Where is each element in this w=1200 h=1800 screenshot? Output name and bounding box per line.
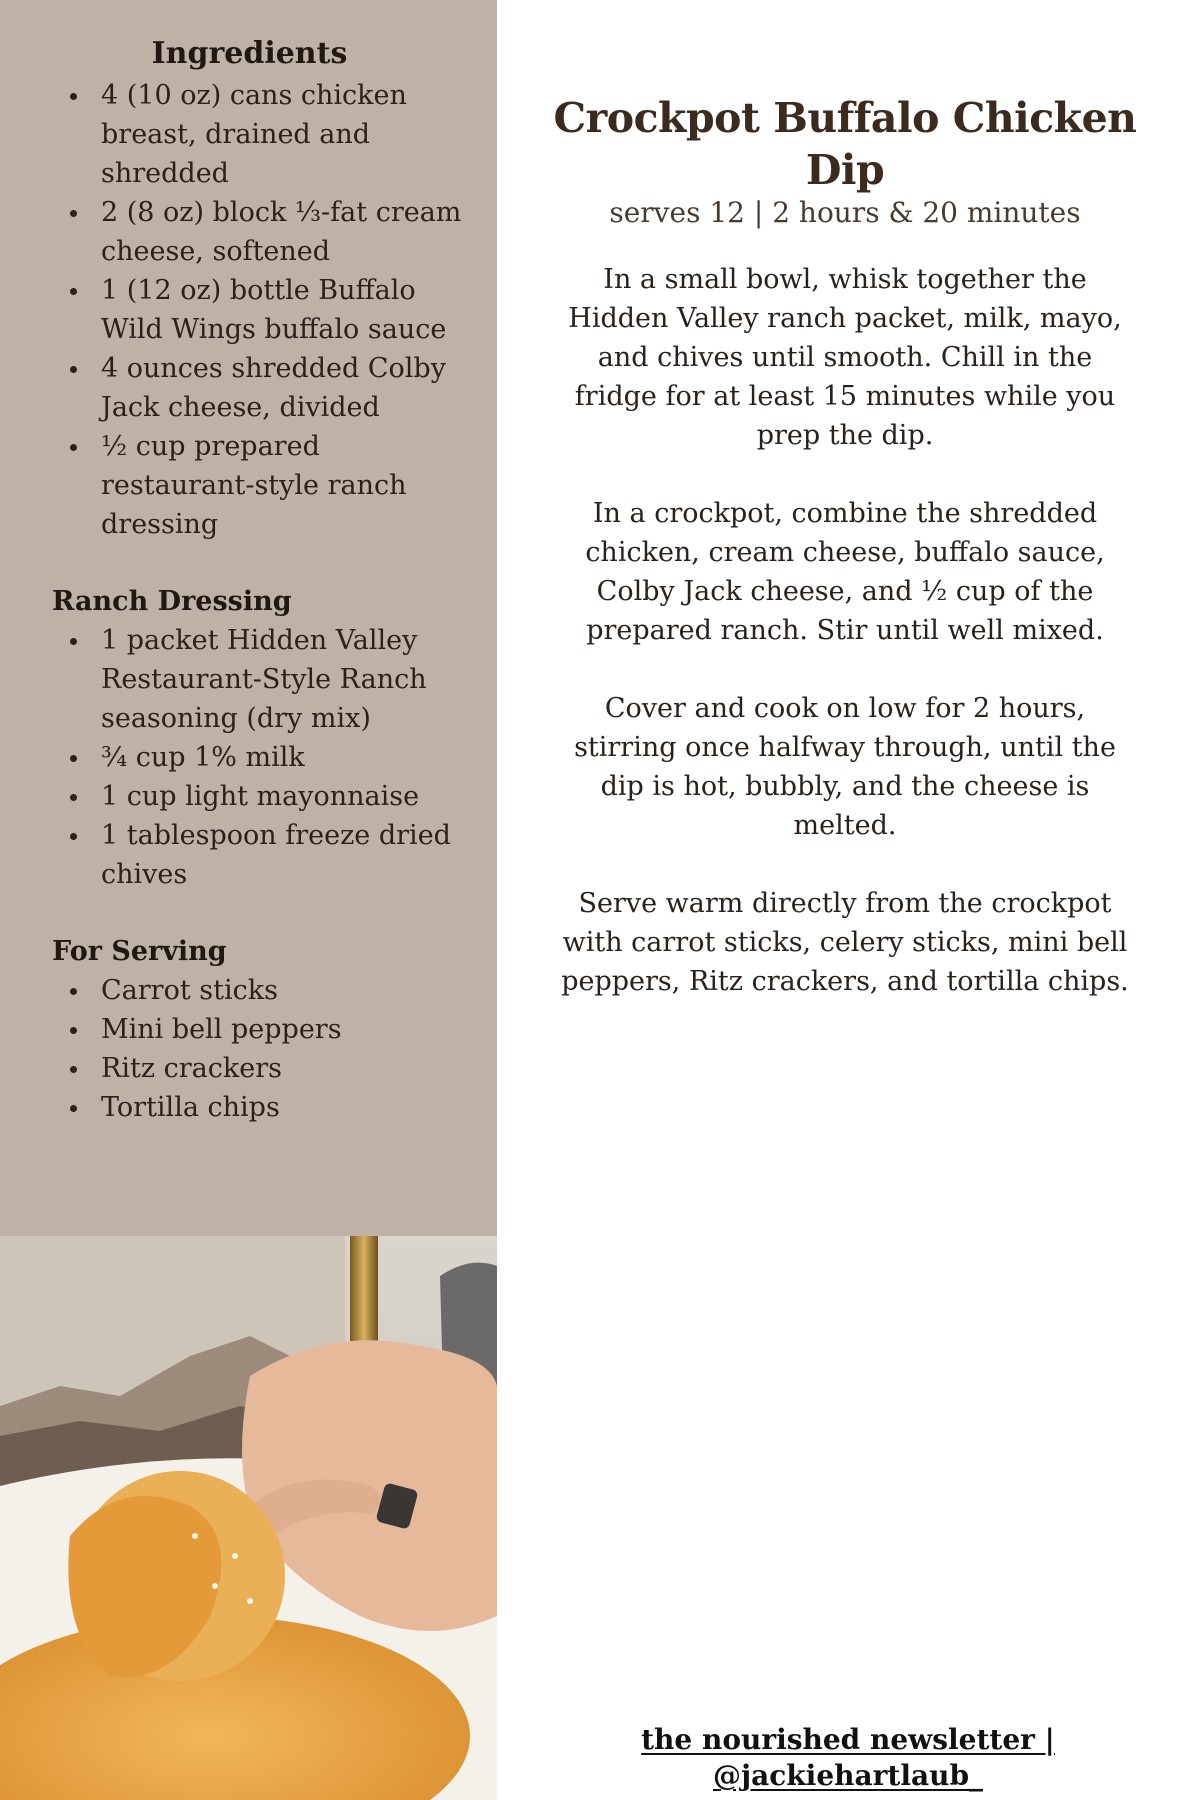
spacer xyxy=(52,894,467,933)
cracker-hole xyxy=(232,1553,238,1559)
list-item: 1 tablespoon freeze dried chives xyxy=(52,816,467,894)
recipe-step: Cover and cook on low for 2 hours, stirring once halfway through, until the dip is hot, bubbly, and the cheese is melted. xyxy=(574,693,1116,841)
recipe-title: Crockpot Buffalo Chicken Dip xyxy=(553,94,1137,194)
list-item: ¾ cup 1% milk xyxy=(52,738,467,777)
list-item: Tortilla chips xyxy=(52,1088,467,1127)
ingredients-heading: Ingredients xyxy=(151,36,348,71)
list-item: 4 ounces shredded Colby Jack cheese, divided xyxy=(52,349,467,427)
ingredients-list xyxy=(52,76,467,544)
for-serving-list xyxy=(52,971,467,1127)
ranch-dressing-list xyxy=(52,621,467,894)
list-item: ½ cup prepared restaurant-style ranch dressing xyxy=(52,427,467,544)
recipe-step: In a crockpot, combine the shredded chicken, cream cheese, buffalo sauce, Colby Jack cheese, and ½ cup of the prepared ranch. Stir until well mixed. xyxy=(585,498,1105,646)
recipe-meta: serves 12 | 2 hours & 20 minutes xyxy=(609,196,1081,229)
recipe-step: Serve warm directly from the crockpot with carrot sticks, celery sticks, mini bell peppers, Ritz crackers, and tortilla chips. xyxy=(561,888,1129,997)
footer-credit: the nourished newsletter | @jackiehartlaub_ xyxy=(641,1723,1055,1792)
ranch-dressing-heading: Ranch Dressing xyxy=(52,586,292,617)
list-item: 1 packet Hidden Valley Restaurant-Style Ranch seasoning (dry mix) xyxy=(52,621,467,738)
list-item: Mini bell peppers xyxy=(52,1010,467,1049)
cracker-hole xyxy=(212,1583,218,1589)
dip-photo xyxy=(0,1236,497,1800)
list-item: Carrot sticks xyxy=(52,971,467,1010)
for-serving-heading: For Serving xyxy=(52,936,227,967)
ingredients-panel xyxy=(0,0,497,1236)
list-item: 1 (12 oz) bottle Buffalo Wild Wings buffalo sauce xyxy=(52,271,467,349)
list-item: 2 (8 oz) block ⅓-fat cream cheese, softened xyxy=(52,193,467,271)
cracker-hole xyxy=(247,1598,253,1604)
list-item: Ritz crackers xyxy=(52,1049,467,1088)
cracker-hole xyxy=(192,1533,198,1539)
dip-photo-illustration xyxy=(0,1236,497,1800)
recipe-step: In a small bowl, whisk together the Hidden Valley ranch packet, milk, mayo, and chives until smooth. Chill in the fridge for at least 15 minutes while you prep the dip. xyxy=(568,264,1122,451)
spacer xyxy=(52,544,467,583)
recipe-main xyxy=(546,92,1144,1040)
list-item: 4 (10 oz) cans chicken breast, drained and shredded xyxy=(52,76,467,193)
list-item: 1 cup light mayonnaise xyxy=(52,777,467,816)
